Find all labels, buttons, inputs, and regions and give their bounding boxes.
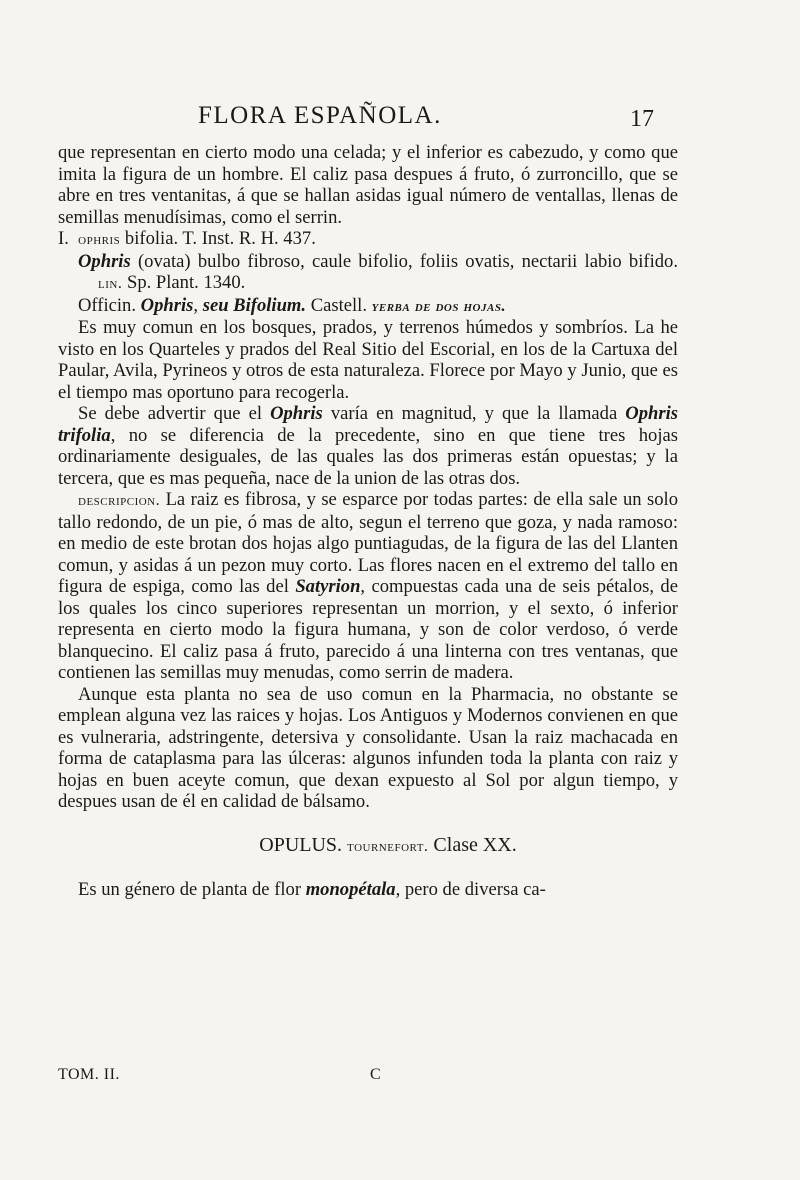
species-officinal bbox=[58, 295, 678, 318]
genus-intro-b: , pero de diversa ca- bbox=[395, 879, 546, 900]
signature-mark: C bbox=[370, 1066, 381, 1083]
genus-intro-a: Es un género de planta de flor bbox=[78, 879, 302, 900]
description-text-a: La raiz es fibrosa, y se esparce por todas partes: de ella sale un solo tallo redondo, de un pie, ó mas de alto, segun el terreno que goza, y nada ramoso: en medio de este brotan dos hojas algo puntiagudas, de la figura de las del Llanten comun, y asidas á un pezon muy corto. Las flores nacen en el extremo del tallo en figura de espiga, como las del bbox=[58, 489, 678, 597]
officinal-label: Officin. bbox=[78, 294, 137, 316]
variety-name: Ophris trifolia bbox=[58, 403, 678, 446]
species-number: I. bbox=[58, 228, 69, 249]
paragraph-habitat: Es muy comun en los bosques, prados, y terrenos húmedos y sombríos. La he visto en los Quarteles y prados del Real Sitio del Escorial, en los de la Cartuxa del Paular, Avila, Pyrineos y otros de esta naturaleza. Florece por Mayo y Junio, que es el tiempo mas oportuno para recogerla. bbox=[58, 317, 678, 403]
variety-text-c: , no se diferencia de la precedente, sino en que tiene tres hojas ordinariamente desiguales, de las quales las dos primeras están opuestas; y la tercera, que es mas pequeña, nace de la union de las otras dos. bbox=[58, 424, 678, 489]
species-genus: ophris bbox=[78, 231, 121, 248]
species-heading bbox=[58, 228, 678, 251]
variety-text-a: Se debe advertir que el bbox=[78, 403, 263, 424]
description-text-b: , compuestas cada una de seis pétalos, de los quales los cinco superiores representan un morrion, y el sexto, ó inferior representa en cierto modo la figura humana, y son de color verdoso, ó verde blanquecino. El caliz pasa á fruto, parecido á una linterna con tres ventanas, que contienen las semillas muy menudas, como serrin de madera. bbox=[58, 576, 678, 683]
paragraph-uses: Aunque esta planta no sea de uso comun en la Pharmacia, no obstante se emplean alguna vez las raices y hojas. Los Antiguos y Modernos convienen en que es vulneraria, adstringente, detersiva y consolidante. Usan la raiz machacada en forma de cataplasma para las úlceras: algunos infunden toda la planta con raiz y hojas en buen aceyte comun, que dexan expuesto al Sol por algun tiempo, y despues usan de él en calidad de bálsamo. bbox=[58, 683, 678, 812]
species-reference: bifolia. T. Inst. R. H. 437. bbox=[124, 228, 316, 249]
page-header bbox=[0, 102, 800, 142]
officinal-author: Castell. bbox=[310, 294, 367, 316]
genus-heading bbox=[58, 835, 678, 858]
genus-intro-monopetala: monopétala bbox=[305, 879, 396, 900]
genus-name: OPULUS. bbox=[259, 833, 343, 856]
species-diagnosis bbox=[58, 251, 678, 295]
page-number: 17 bbox=[630, 106, 654, 132]
diagnosis-reference: Sp. Plant. 1340. bbox=[126, 272, 246, 293]
diagnosis-genus: Ophris bbox=[78, 250, 131, 272]
paragraph-description bbox=[58, 489, 678, 684]
running-head: FLORA ESPAÑOLA. bbox=[198, 102, 442, 129]
section-gap bbox=[58, 813, 678, 835]
officinal-name-1: Ophris bbox=[140, 294, 194, 316]
description-label: descripcion. bbox=[78, 492, 161, 509]
variety-genus: Ophris bbox=[270, 403, 323, 424]
volume-signature: TOM. II. bbox=[58, 1066, 120, 1083]
diagnosis-text: (ovata) bulbo fibroso, caule bifolio, foliis ovatis, nectarii labio bifido. bbox=[137, 250, 678, 272]
paragraph-intro: que representan en cierto modo una celada; y el inferior es cabezudo, y como que imita la figura de un hombre. El caliz pasa despues á fruto, ó zurroncillo, que se abre en tres ventanitas, á que se hallan asidas igual número de ventallas, llenas de semillas menudísimas, como el serrin. bbox=[58, 142, 678, 228]
variety-text-b: varía en magnitud, y que la llamada bbox=[330, 403, 618, 424]
description-satyrion: Satyrion bbox=[295, 576, 361, 597]
genus-class: Clase XX. bbox=[433, 833, 517, 856]
paragraph-variety bbox=[58, 403, 678, 489]
officinal-name-2: seu Bifolium. bbox=[202, 294, 307, 316]
body-text bbox=[58, 142, 678, 901]
vernacular-name: yerba de dos hojas. bbox=[371, 297, 506, 315]
officinal-comma: , bbox=[193, 294, 199, 316]
genus-author: tournefort. bbox=[347, 837, 429, 855]
paragraph-genus-intro bbox=[58, 879, 678, 901]
page-footer bbox=[58, 1066, 678, 1090]
section-gap-2 bbox=[58, 857, 678, 879]
diagnosis-author: lin. bbox=[98, 275, 123, 292]
